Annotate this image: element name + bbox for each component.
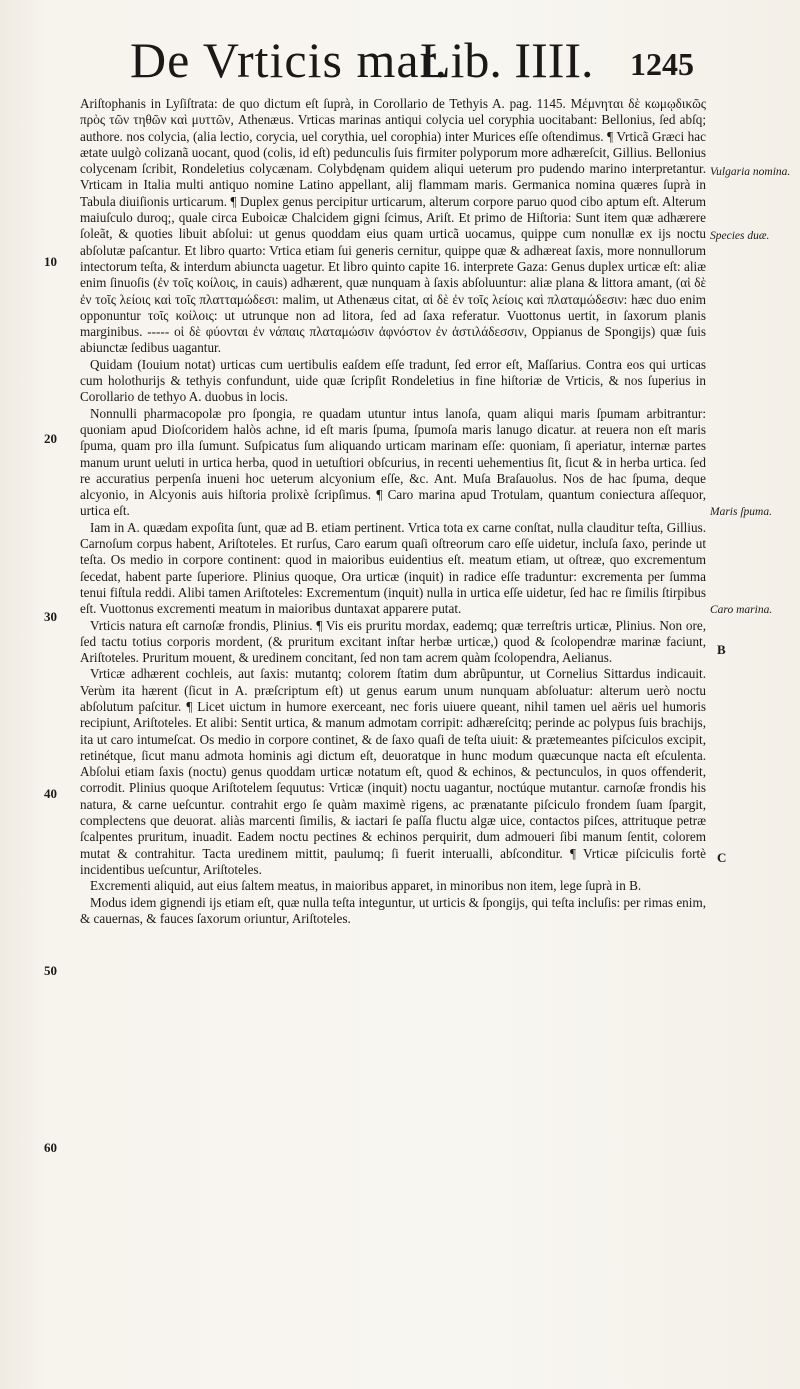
margin-letter-c: C [717, 850, 727, 865]
margin-note-species: Species duæ. [710, 230, 770, 242]
line-number: 60 [44, 1140, 57, 1155]
paragraph-7: Excrementi aliquid, aut eius ſaltem meatus, in maioribus apparet, in minoribus non item, lege ſuprà in B. [90, 878, 642, 894]
margin-note-vulgaria: Vulgaria nomina. [710, 166, 791, 178]
paragraph-4: Iam in A. quædam expoſita ſunt, quæ ad B. etiam pertinent. Vrtica tota ex carne conſtat, nulla clauditur teſta, Gillius. Carnoſum corpus habent, Ariſtoteles. Et rurſus, Caro earum quaſi oſtreorum caro eſſe uidetur, incluſa ſaxo, perinde ut teſta. Os medio in corpore continent: quod in maioribus euidentius eſt. meatum etiam, ut oſtreæ, quo excrementum ſecedat, habent parte ſuperiore. Plinius quoque, Ora urticæ (inquit) in radice eſſe traduntur: excrementa per ſumma tenui fiſtula reddi. Alibi tamen Ariſtoteles: Excrementum (inquit) nulla in urtica eſſe uidetur, ſed hac re ſimilis ſtirpibus eſt. Vuottonus excrementi meatum in maioribus duntaxat apparere putat. [80, 519, 706, 617]
line-number: 50 [44, 963, 57, 978]
page-header [130, 30, 720, 90]
paragraph-1: Ariſtophanis in Lyſiſtrata: de quo dictum eſt ſuprà, in Corollario de Tethyis A. pag. 1145. Μέμνηται δὲ κωμῳδικῶς πρὸς τῶν τηθῶν καὶ μυττῶν, Athenæus. Vrticas marinas antiqui colycia uel coryphia uocitabant: Bellonius, ſed abſq; authore. nos colycia, (alia lectio, corycia, uel corythia, uel corophia) inter Murices eſſe oſtendimus. ¶ Vrticã Græci hac ætate uulgò colizanã uocant, quod (colis, id eſt) pedunculis ſuis firmiter polyporum more adhæreſcit, Gillius. Bellonius colycenam ſcribit, Rondeletius colycænam. Colybdęnam quidem aliqui ueterum pro pudendo marino interpretantur. Vrticam in Italia multi antiquo nomine Latino appellant, alij flammam maris. Germanica nomina quæres ſuprà in Tabula diuiſionis urticarum. ¶ Duplex genus percipitur urticarum, alterum corpore paruo quod cibo aptum eſt. Alterum maiuſculo duroq;, quale circa Euboicæ Chalcidem gigni ſcimus, Ariſt. Et primo de Hiſtoria: Sunt item quæ adhærere ſoleãt, & quoties libuit abſolui: ut genus quoddam eius quam urticã uocamus, quippe cum nonullæ ex ijs noctu abſolutæ paſcantur. Et libro quarto: Vrtica etiam ſui generis cernitur, quippe quæ & adhæreat ſaxis, more nonnullorum intectorum teſta, & interdum abiuncta uagetur. Et libro quinto capite 16. interprete Gaza: Genus duplex urticæ eſt: aliæ enim ſinuoſis (ἐν τοῖς κοίλοις, in cauis) adhærent, quæ nunquam à ſaxis abſoluuntur: aliæ plana & littora amant, (αἱ δὲ ἐν τοῖς λείοις καὶ τοῖς πλατταμώδεσι: malim, ut Athenæus citat, αἱ δὲ ἐν τοῖς λείοις καὶ πλαταμώδεσιν: hæc duo enim opponuntur τοῖς κοίλοις: ut utrunque non ad litora, ſed ad ſaxa referatur. Vuottonus uertit, in ſaxorum planis marginibus. ----- οἱ δὲ φύονται ἐν νάπαις πλαταμώσιν ἀφνόστον ἐν ἀστιλάδεσσιν, Oppianus de Spongijs) quæ ſuis abiunctæ ſedibus uagantur. [80, 96, 706, 356]
paragraph-2: Quidam (Iouium notat) urticas cum uertibulis eaſdem eſſe tradunt, ſed error eſt, Maſſarius. Contra eos qui urticas cum holothurijs & tethyis confundunt, uide quæ ſcripſit Rondeletius in fine hiſtoriæ de Vrticis, & nos ſuperius in Corollario de tethyo A. duobus in locis. [80, 356, 706, 405]
margin-note-maris-spuma: Maris ſpuma. [710, 506, 772, 518]
book-number: Lib. IIII. [420, 32, 594, 88]
paragraph-5: Vrticis natura eſt carnoſæ frondis, Plinius. ¶ Vis eis pruritu mordax, eademq; quæ terreſtris urticæ, Plinius. Non ore, ſed tactu totius corporis mordent, (& pruritum excitant inſtar herbæ urticæ,) quod & ſcolopendræ marinæ faciunt, Ariſtoteles. Pruritum mouent, & uredinem concitant, ſed non tam acrem quàm ſcolopendra, Aelianus. [80, 617, 706, 666]
paragraph-8: Modus idem gignendi ijs etiam eſt, quæ nulla teſta integuntur, ut urticis & ſpongijs, qui teſta incluſis: per rimas enim, & cauernas, & fauces ſaxorum oriuntur, Ariſtoteles. [80, 894, 706, 926]
running-title: De Vrticis mar. [130, 32, 448, 88]
line-number: 40 [44, 786, 57, 801]
line-number: 10 [44, 254, 57, 269]
page-number: 1245 [630, 46, 694, 82]
paragraph-6: Vrticæ adhærent cochleis, aut ſaxis: mutantq; colorem ſtatim dum abrũpuntur, ut Cornelius Sittardus indicauit. Verùm ita hærent (ſicut in A. præſcriptum eſt) ut genus earum unum nunquam abſoluatur: alterum uerò noctu abſolutum paſcitur. ¶ Licet uictum in humore exerceant, nec foris uiuere queant, nihil tamen uel aëris uel humoris recipiunt, Ariſtoteles. Et alibi: Sentit urtica, & manum admotam corripit: adhæreſcitq; perinde ac polypus ſuis brachijs, ita ut caro intumeſcat. Os medio in corpore continet, & de ſaxo quaſi de teſta uiuit: & prætemeantes piſciculos excipit, retinétque, ſicut manu admota hominis agi dictum eſt, deuoratque in hunc modum quæcunque nacta eſt eſculenta. Abſolui etiam ſaxis (noctu) genus quoddam urticæ notatum eſt, quod & echinos, & pectunculos, in quos offenderit, corrodit. Plinius quoque Ariſtotelem ſequutus: Vrticæ (inquit) noctu uagantur, noctúque mutantur. carnoſæ frondis his natura, & carne ueſcuntur. contrahit ergo ſe quàm maximè rigens, ac prænatante piſciculo frondem ſuam ſpargit, complectens que deuorat. aliàs marcenti ſimilis, & iactari ſe paſſa fluctu algæ uice, contactos piſces, attrituque petræ ſcalpentes pruritum, inuadit. Eadem noctu pectines & echinos perquirit, dum admoueri ſibi manum ſentit, colorem mutat & contrahitur. Tacta uredinem mittit, paulumq; ſi fuerit interualli, abſconditur. ¶ Vrticæ piſciculis fortè incidentibus ueſcuntur, Ariſtoteles. [80, 666, 706, 877]
line-number: 30 [44, 609, 57, 624]
paragraph-3: Nonnulli pharmacopolæ pro ſpongia, re quadam utuntur intus lanoſa, quam aliqui maris ſpumam arbitrantur: quoniam apud Dioſcoridem halòs achne, id eſt maris ſpuma, ſpumoſa maris lanugo dicatur. at reuera non eſt maris ſpuma, quam pro illa ſumunt. Suſpicatus ſum aliquando urticam marinam eſſe: quoniam, ſi aperiatur, internæ partes manum urunt ueluti in urtica herba, quod in uetuſtiori obſcurius, in recenti uehementius ſit, ſicut & in herba urtica. ſed re accuratius perpenſa inueni hoc ueterum alcyonium eſſe, &c. Ant. Muſa Braſauolus. Nos de hac ſpuma, deque alcyonio, in Alcyonis auis hiſtoria prolixè ſcripſimus. ¶ Caro marina apud Trotulam, quantum coniectura aſſequor, urtica eſt. [80, 405, 706, 519]
line-number: 20 [44, 431, 57, 446]
margin-letter-b: B [717, 642, 726, 657]
main-text-column [80, 96, 706, 927]
margin-note-caro-marina: Caro marina. [710, 604, 773, 616]
